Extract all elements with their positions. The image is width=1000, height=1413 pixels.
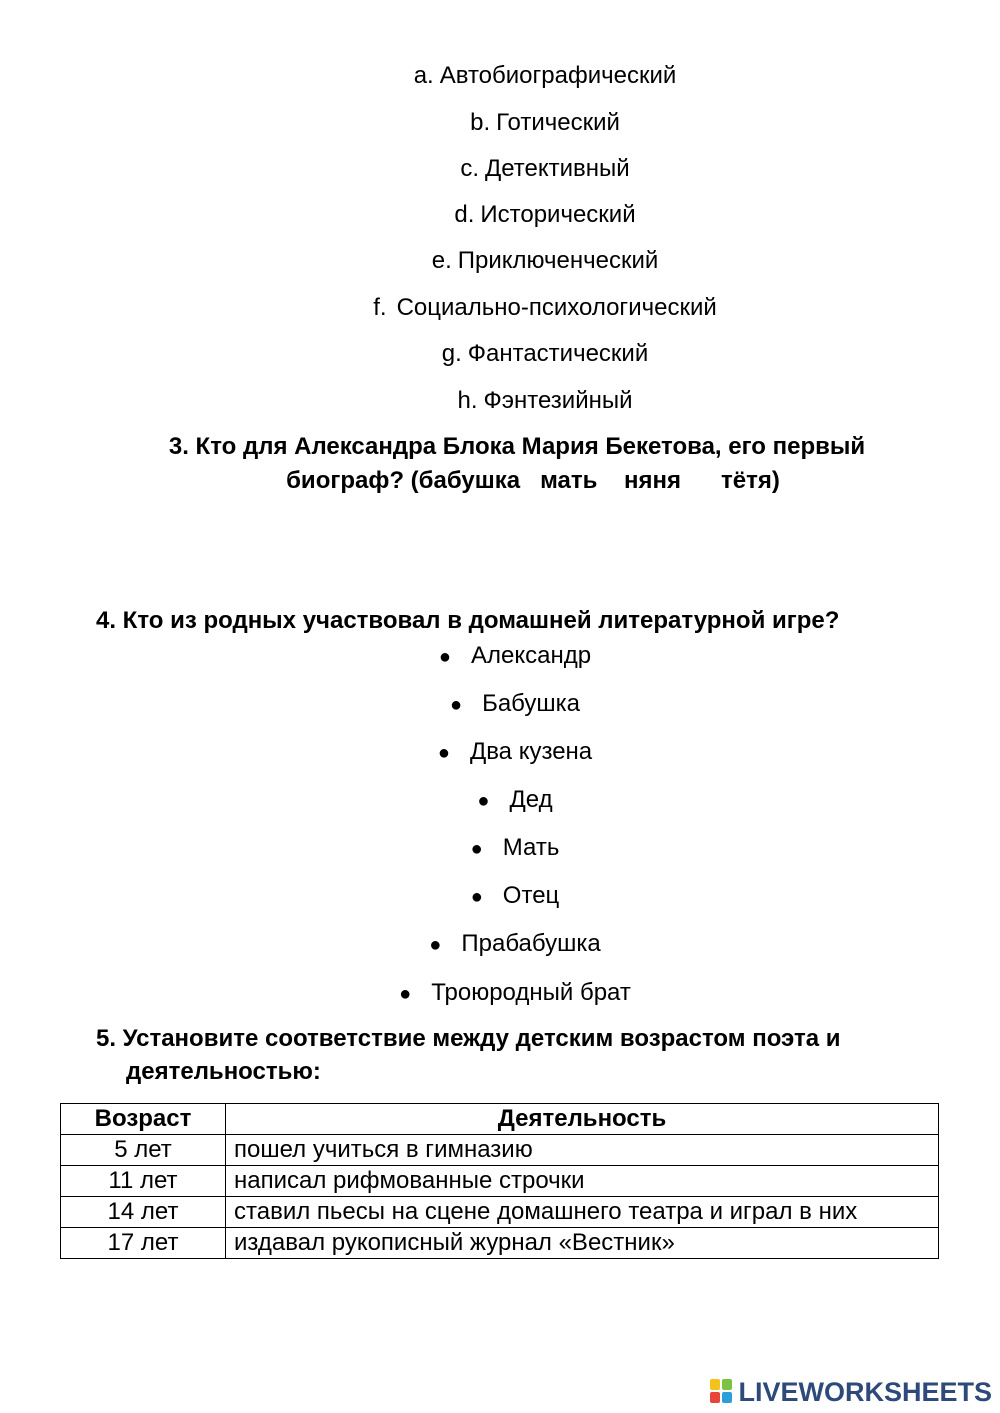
relative-item-dva-kuzena: ● Два кузена [437, 738, 593, 765]
activity-cell: издавал рукописный журнал «Вестник» [226, 1228, 939, 1259]
relative-item-troyurodny-brat: ● Троюродный брат [399, 979, 631, 1006]
age-cell: 11 лет [61, 1166, 226, 1197]
age-cell: 5 лет [61, 1135, 226, 1166]
table-row [61, 1197, 939, 1228]
question-5-line-1: 5. Установите соответствие между детским возрастом поэта и [96, 1025, 841, 1052]
relative-item-mat: ● Мать [470, 834, 560, 861]
question-4-title: 4. Кто из родных участвовал в домашней литературной игре? [96, 607, 840, 634]
relative-item-aleksandr: ● Александр [438, 642, 592, 669]
genre-option-d: d. Исторический [454, 201, 636, 228]
activity-cell: ставил пьесы на сцене домашнего театра и играл в них [226, 1197, 939, 1228]
table-row [61, 1135, 939, 1166]
question-5-line-2: деятельностью: [126, 1058, 321, 1085]
table-row [61, 1228, 939, 1259]
activity-cell: пошел учиться в гимназию [226, 1135, 939, 1166]
header-age: Возраст [61, 1104, 226, 1135]
bullet-icon: ● [470, 838, 483, 860]
bullet-icon: ● [438, 646, 451, 668]
genre-option-c: c. Детективный [460, 155, 630, 182]
genre-option-f: f. Социально-психологический [373, 294, 717, 321]
activity-cell: написал рифмованные строчки [226, 1166, 939, 1197]
age-cell: 14 лет [61, 1197, 226, 1228]
bullet-icon: ● [429, 934, 442, 956]
genre-option-a: a. Автобиографический [413, 62, 677, 89]
bullet-icon: ● [470, 886, 483, 908]
genre-option-g: g. Фантастический [441, 340, 649, 367]
genre-option-h: h. Фэнтезийный [457, 387, 633, 414]
relative-item-ded: ● Дед [477, 786, 553, 813]
question-3-line-2: биограф? (бабушка мать няня тётя) [286, 467, 780, 494]
header-activity: Деятельность [226, 1104, 939, 1135]
relative-item-prababushka: ● Прабабушка [429, 930, 601, 957]
bullet-icon: ● [477, 790, 490, 812]
table-row [61, 1166, 939, 1197]
bullet-icon: ● [399, 983, 412, 1005]
age-cell: 17 лет [61, 1228, 226, 1259]
genre-option-b: b. Готический [470, 109, 620, 136]
liveworksheets-logo-icon [710, 1379, 734, 1405]
table-header-row [61, 1104, 939, 1135]
bullet-icon: ● [437, 742, 450, 764]
liveworksheets-logo [710, 1376, 992, 1408]
liveworksheets-logo-text: LIVEWORKSHEETS [738, 1376, 992, 1407]
relative-item-otets: ● Отец [470, 882, 560, 909]
bullet-icon: ● [449, 694, 463, 716]
genre-option-e: e. Приключенческий [431, 247, 659, 274]
question-3-line-1: 3. Кто для Александра Блока Мария Бекетова, его первый [168, 433, 866, 460]
age-activity-table [60, 1103, 939, 1259]
relative-item-babushka: ● Бабушка [449, 690, 581, 717]
